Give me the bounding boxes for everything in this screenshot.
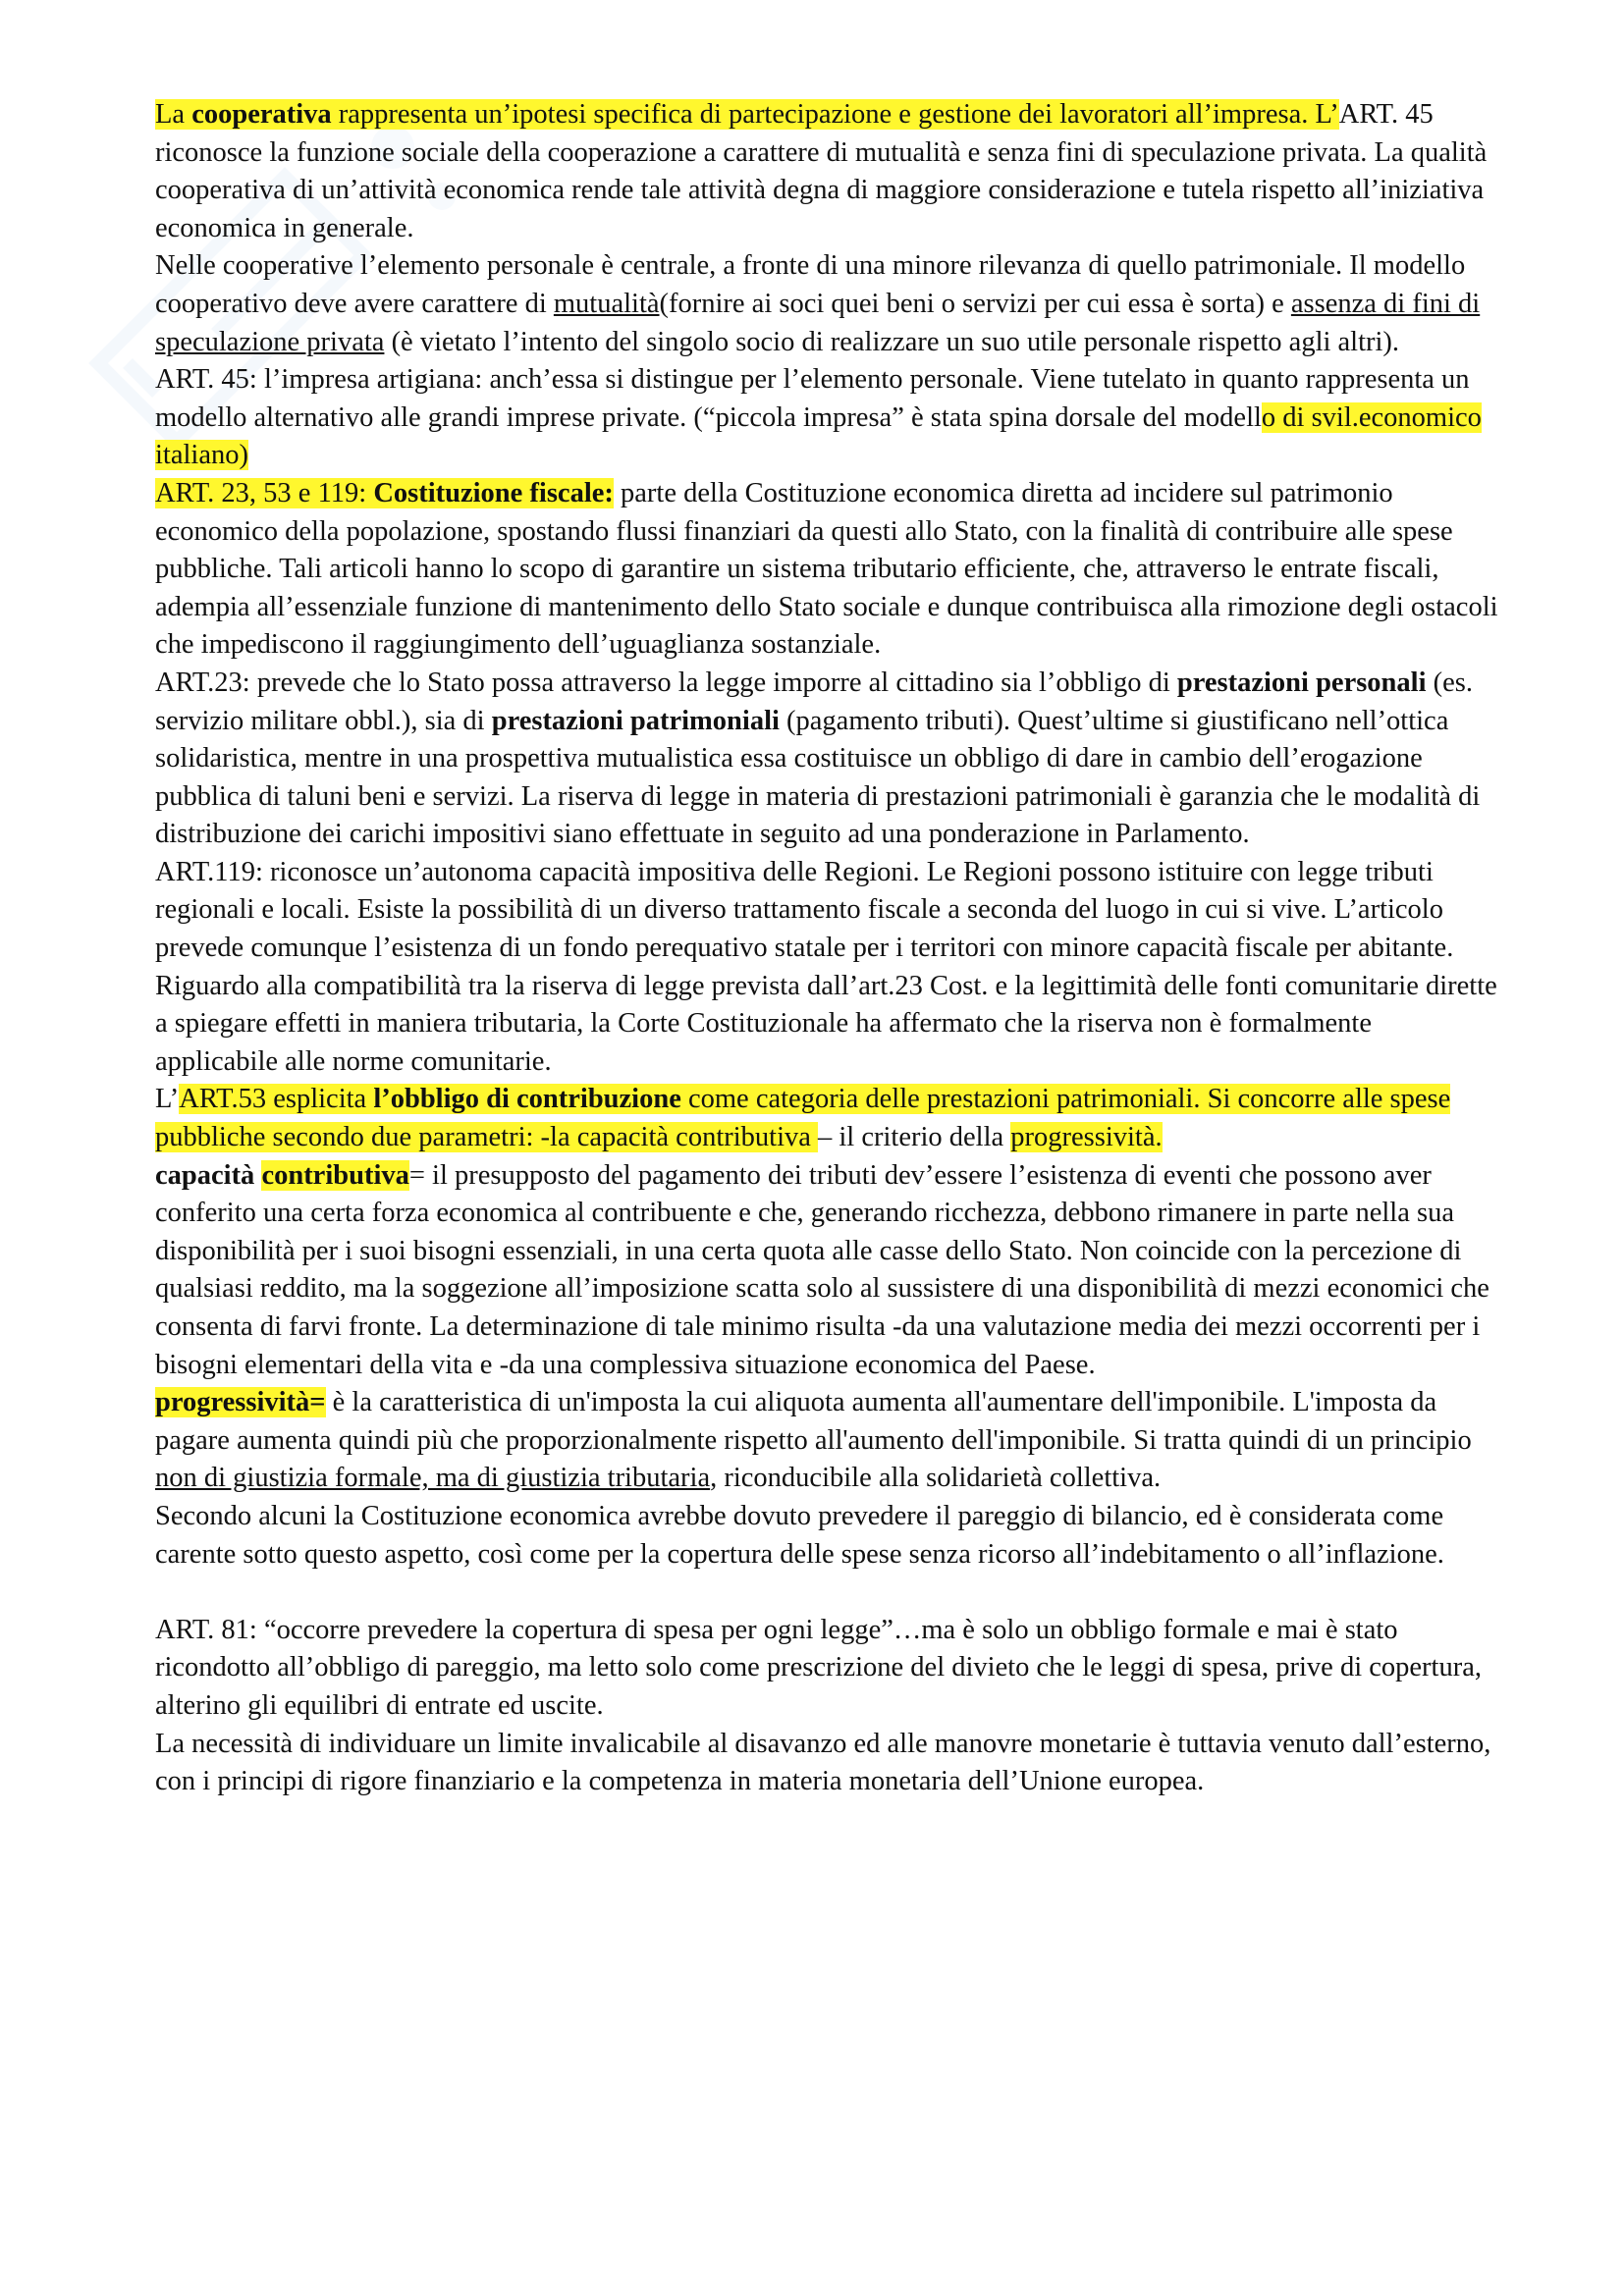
highlight: progressività. (1010, 1122, 1163, 1153)
paragraph-cooperativa: La cooperativa rappresenta un’ipotesi specifica di partecipazione e gestione dei lavoratori all’impresa. L’ART. 45 riconosce la funzione sociale della cooperazione a carattere di mutualità e senza fini di speculazione privata. La qualità cooperativa di un’attività economica rende tale attività degna di maggiore considerazione e tutela rispetto all’iniziativa economica in generale. (155, 99, 1488, 243)
term-prestazioni-personali: prestazioni personali (1176, 667, 1427, 698)
term-capacita: capacità (155, 1159, 262, 1191)
term-assenza-fini: assenza di fini di speculazione privata (155, 288, 1481, 357)
paragraph-riserva-di-legge: Riguardo alla compatibilità tra la riserva di legge prevista dall’art.23 Cost. e la legittimità delle fonti comunitarie dirette a spiegare effetti in maniera tributaria, la Corte Costituzionale ha affermato che la riserva non è formalmente applicabile alle norme comunitarie. (155, 970, 1497, 1077)
term-giustizia-tributaria: non di giustizia formale, ma di giustizia tributaria (155, 1463, 711, 1494)
term-obbligo-contribuzione: l’obbligo di contribuzione (373, 1084, 681, 1115)
term-costituzione-fiscale: Costituzione fiscale: (373, 477, 614, 508)
paragraph-progressivita: progressività= è la caratteristica di un'imposta la cui aliquota aumenta all'aumentare dell'imponibile. L'imposta da pagare aumenta quindi più che proporzionalmente rispetto all'aumento dell'imponibile. Si tratta quindi di un principio non di giustizia formale, ma di giustizia tributaria, riconducibile alla solidarietà collettiva. (155, 1387, 1472, 1494)
paragraph-elemento-personale: Nelle cooperative l’elemento personale è centrale, a fronte di una minore rilevanza di quello patrimoniale. Il modello cooperativo deve avere carattere di mutualità(fornire ai soci quei beni o servizi per cui essa è sorta) e assenza di fini di speculazione privata (è vietato l’intento del singolo socio di realizzare un suo utile personale rispetto agli altri). (155, 250, 1481, 357)
highlight: o di svil.economico italiano) (155, 401, 1482, 471)
term-mutualita: mutualità (553, 288, 660, 319)
paragraph-impresa-artigiana: ART. 45: l’impresa artigiana: anch’essa si distingue per l’elemento personale. Viene tutelato in quanto rappresenta un modello alternativo alle grandi imprese private. (“piccola impresa” è stata spina dorsale del modello di svil.economico italiano) (155, 364, 1482, 471)
term-cooperativa: cooperativa (191, 99, 332, 130)
document-body (155, 96, 1500, 1801)
highlight: ART.53 esplicita l’obbligo di contribuzione come categoria delle prestazioni patrimoniali. Si concorre alle spese pubbliche secondo due parametri: -la capacità contributiva (155, 1084, 1451, 1153)
paragraph-unione-europea: La necessità di individuare un limite invalicabile al disavanzo ed alle manovre monetarie è tuttavia venuto dall’esterno, con i principi di rigore finanziario e la competenza in materia monetaria dell’Unione europea. (155, 1728, 1491, 1797)
term-prestazioni-patrimoniali: prestazioni patrimoniali (491, 705, 780, 736)
paragraph-pareggio-bilancio: Secondo alcuni la Costituzione economica avrebbe dovuto prevedere il pareggio di bilancio, ed è considerata come carente sotto questo aspetto, così come per la copertura delle spese senza ricorso all’indebitamento o all’inflazione. (155, 1500, 1444, 1570)
term-progressivita: progressività= (155, 1387, 326, 1418)
highlight: ART. 23, 53 e 119: Costituzione fiscale: (155, 477, 614, 508)
paragraph-art-23: ART.23: prevede che lo Stato possa attraverso la legge imporre al cittadino sia l’obbligo di prestazioni personali (es. servizio militare obbl.), sia di prestazioni patrimoniali (pagamento tributi). Quest’ultime si giustificano nell’ottica solidaristica, mentre in una prospettiva mutualistica essa costituisce un obbligo di dare in cambio dell’erogazione pubblica di taluni beni e servizi. La riserva di legge in materia di prestazioni patrimoniali è garanzia che le modalità di distribuzione dei carichi impositivi siano effettuate in seguito ad una ponderazione in Parlamento. (155, 667, 1481, 850)
paragraph-costituzione-fiscale: ART. 23, 53 e 119: Costituzione fiscale: parte della Costituzione economica diretta ad incidere sul patrimonio economico della popolazione, spostando flussi finanziari da questi allo Stato, con la finalità di contribuire alle spese pubbliche. Tali articoli hanno lo scopo di garantire un sistema tributario efficiente, che, attraverso le entrate fiscali, adempia all’essenziale funzione di mantenimento dello Stato sociale e dunque contribuisca alla rimozione degli ostacoli che impediscono il raggiungimento dell’uguaglianza sostanziale. (155, 477, 1498, 661)
paragraph-spacer (155, 1574, 1500, 1612)
highlight: La cooperativa rappresenta un’ipotesi specifica di partecipazione e gestione dei lavoratori all’impresa. L’ (155, 99, 1339, 130)
term-contributiva: contributiva (261, 1159, 409, 1191)
paragraph-art-53: L’ART.53 esplicita l’obbligo di contribuzione come categoria delle prestazioni patrimoniali. Si concorre alle spese pubbliche secondo due parametri: -la capacità contributiva – il criterio della progressività. (155, 1084, 1451, 1153)
paragraph-art-119: ART.119: riconosce un’autonoma capacità impositiva delle Regioni. Le Regioni possono istituire con legge tributi regionali e locali. Esiste la possibilità di un diverso trattamento fiscale a seconda del luogo in cui si vive. L’articolo prevede comunque l’esistenza di un fondo perequativo statale per i territori con minore capacità fiscale per abitante. (155, 856, 1454, 964)
paragraph-art-81: ART. 81: “occorre prevedere la copertura di spesa per ogni legge”…ma è solo un obbligo formale e mai è stato ricondotto all’obbligo di pareggio, ma letto solo come prescrizione del divieto che le leggi di spesa, prive di copertura, alterino gli equilibri di entrate ed uscite. (155, 1614, 1482, 1721)
paragraph-capacita-contributiva: capacità contributiva= il presupposto del pagamento dei tributi dev’essere l’esistenza di eventi che possono aver conferito una certa forza economica al contribuente e che, generando ricchezza, debbono rimanere in parte nella sua disponibilità per i suoi bisogni essenziali, in una certa quota alle casse dello Stato. Non coincide con la percezione di qualsiasi reddito, ma la soggezione all’imposizione scatta solo al sussistere di una disponibilità di mezzi economici che consenta di farvi fronte. La determinazione di tale minimo risulta -da una valutazione media dei mezzi occorrenti per i bisogni elementari della vita e -da una complessiva situazione economica del Paese. (155, 1159, 1489, 1380)
